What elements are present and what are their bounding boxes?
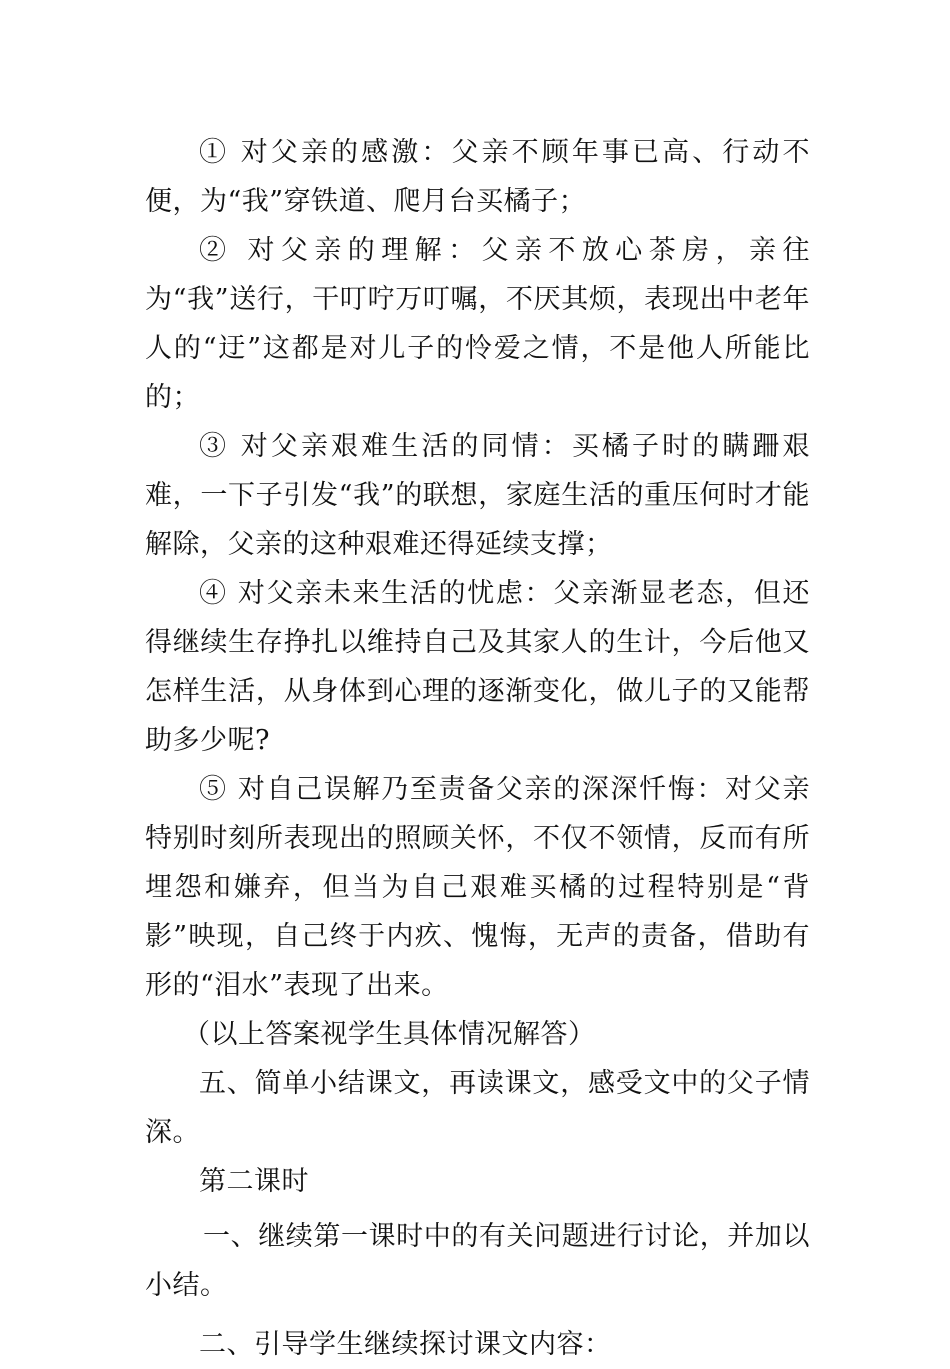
paragraph-remorse: ⑤ 对自己误解乃至责备父亲的深深忏悔：对父亲特别时刻所表现出的照顾关怀，不仅不领情，反而有所埋怨和嫌弃，但当为自己艰难买橘的过程特别是“背影”映现，自己终于内疚、愧悔，无声的责备，借助有形的“泪水”表现了出来。 [145,774,810,1001]
paragraph-worry: ④ 对父亲未来生活的忧虑：父亲渐显老态，但还得继续生存挣扎以维持自己及其家人的生计，今后他又怎样生活，从身体到心理的逐渐变化，做儿子的又能帮助多少呢? [145,578,810,756]
document-body [145,128,810,1369]
item-two-explore: 二、引导学生继续探讨课文内容： [199,1329,612,1360]
second-lesson-heading: 第二课时 [199,1166,309,1197]
paragraph-understanding: ② 对父亲的理解：父亲不放心茶房，亲往为“我”送行，干叮咛万叮嘱，不厌其烦，表现出中老年人的“迂”这都是对儿子的怜爱之情，不是他人所能比的； [145,235,810,413]
section-five-summary: 五、简单小结课文，再读课文，感受文中的父子情深。 [145,1068,810,1148]
answer-note: （以上答案视学生具体情况解答） [183,1019,596,1050]
item-one-discussion: 一、继续第一课时中的有关问题进行讨论，并加以小结。 [145,1221,810,1301]
paragraph-gratitude: ① 对父亲的感激：父亲不顾年事已高、行动不便，为“我”穿铁道、爬月台买橘子； [145,137,810,217]
paragraph-sympathy: ③ 对父亲艰难生活的同情：买橘子时的瞒跚艰难，一下子引发“我”的联想，家庭生活的重压何时才能解除，父亲的这种艰难还得延续支撑； [145,431,810,560]
